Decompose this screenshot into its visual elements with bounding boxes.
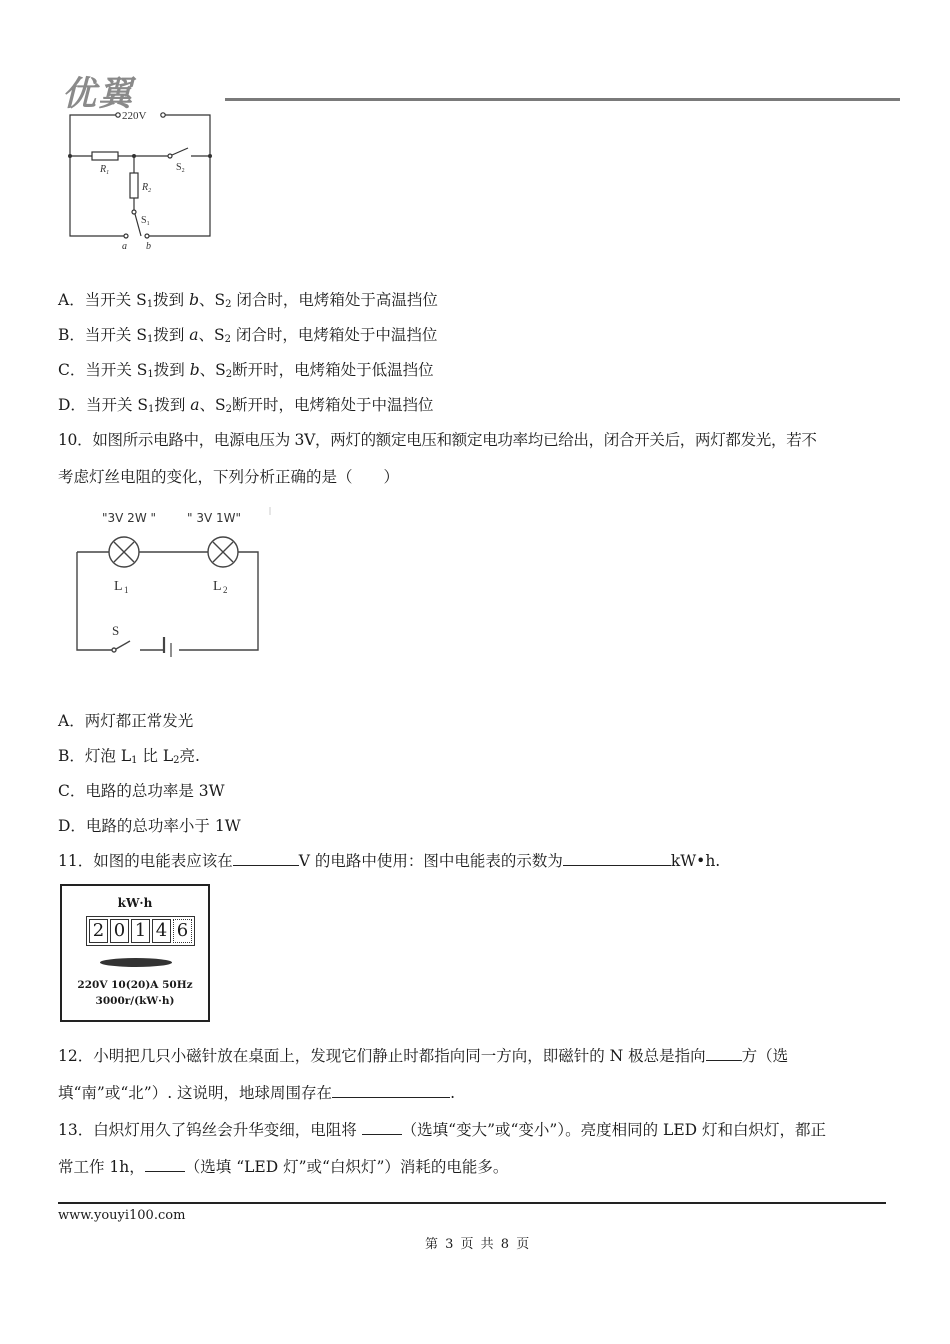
header-divider [225,98,900,101]
q13-stem-line1: 13．白炽灯用久了钨丝会升华变细，电阻将 （选填“变大”或“变小”）。亮度相同的 LED 灯和白炽灯，都正 [58,1121,826,1139]
q12-field-blank[interactable] [332,1083,450,1098]
q13-stem-line2: 常工作 1h， （选填 “LED 灯”或“白炽灯”）消耗的电能多。 [58,1158,509,1176]
svg-text:L: L [213,579,222,594]
footer-divider [58,1202,886,1204]
svg-text:2: 2 [223,585,228,595]
q9-option-a: A．当开关 $S_1$拨到 b、$S_2$ 闭合时，电烤箱处于高温挡位 [58,291,438,310]
meter-unit: kW·h [117,896,153,910]
q12-stem-line1: 12．小明把几只小磁针放在桌面上，发现它们静止时都指向同一方向，即磁针的 N 极总是指向 方（选 [58,1047,789,1065]
meter-disc [100,958,172,967]
q9-option-b: B．当开关 $S_1$拨到 a、$S_2$ 闭合时，电烤箱处于中温挡位 [58,326,438,345]
svg-text:S2: $S_2$ [176,162,185,174]
svg-text:S1: $S_1$ [141,215,150,227]
meter-spec-1: 220V 10(20)A 50Hz [77,979,193,991]
q10-stem-line2: 考虑灯丝电阻的变化，下列分析正确的是（ ） [58,468,400,486]
svg-text:"3V 2W ": "3V 2W " [102,511,157,525]
svg-text:L: L [114,579,123,594]
q9-circuit-diagram [62,108,222,253]
q9-option-d: D．当开关 $S_1$拨到 a、$S_2$断开时，电烤箱处于中温挡位 [58,396,434,415]
q10-option-b: B．灯泡 $L_1$ 比 $L_2$亮. [58,747,200,766]
svg-text:S: S [112,623,120,638]
q12-stem-line2: 填“南”或“北”）. 这说明，地球周围存在 . [58,1084,455,1102]
meter-spec-2: 3000r/(kW·h) [95,995,175,1007]
page-number: 第 3 页 共 8 页 [425,1237,530,1252]
q10-option-a: A．两灯都正常发光 [58,712,194,730]
q11-reading-blank[interactable] [563,851,671,866]
footer-url: www.youyi100.com [58,1208,186,1223]
q10-circuit-diagram [72,505,277,665]
q11-energy-meter [60,884,210,1022]
q11-stem: 11．如图的电能表应该在 V 的电路中使用：图中电能表的示数为 kW•h. [58,852,721,870]
logo: 优翼 [62,74,134,114]
meter-digits: 2 0 1 4 6 [86,916,195,946]
q12-direction-blank[interactable] [706,1046,742,1061]
svg-text:220V: 220V [122,110,147,122]
svg-text:b: b [146,241,151,252]
q10-stem-line1: 10．如图所示电路中，电源电压为 3V，两灯的额定电压和额定电功率均已给出，闭合开关后，两灯都发光，若不 [58,431,817,449]
svg-text:" 3V 1W": " 3V 1W" [187,511,242,525]
q11-voltage-blank[interactable] [233,851,299,866]
svg-text:1: 1 [124,585,129,595]
q13-resistance-blank[interactable] [362,1120,402,1135]
svg-text:a: a [122,241,127,252]
svg-text:R2: $R_2$ [142,182,152,194]
q10-option-c: C．电路的总功率是 3W [58,782,225,800]
q13-lamp-blank[interactable] [145,1157,185,1172]
q10-option-d: D．电路的总功率小于 1W [58,817,241,835]
svg-text:R1: $R_1$ [100,164,110,176]
q9-option-c: C．当开关 $S_1$拨到 b、$S_2$断开时，电烤箱处于低温挡位 [58,361,434,380]
